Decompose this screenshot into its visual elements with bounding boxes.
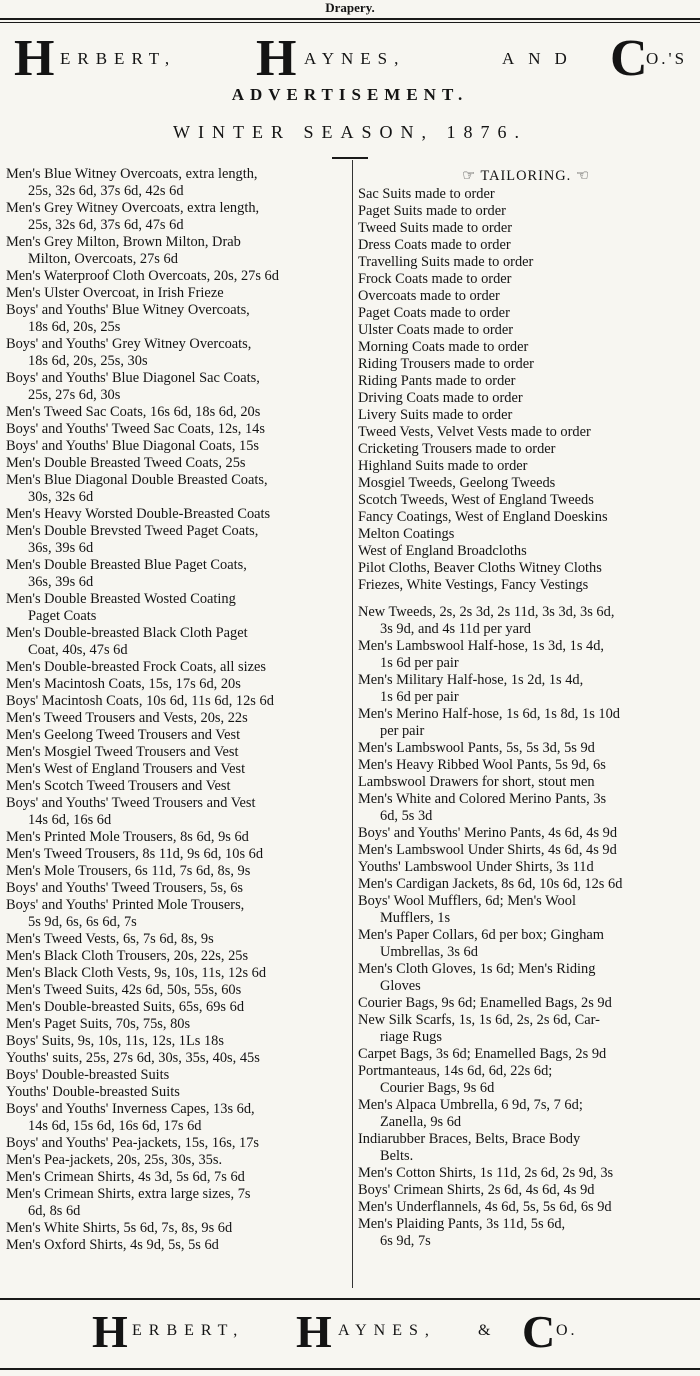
price-list-line: Boys' Suits, 9s, 10s, 11s, 12s, 1Ls 18s: [6, 1033, 224, 1049]
hosiery-line: Men's Cardigan Jackets, 8s 6d, 10s 6d, 12s 6d: [358, 876, 623, 892]
tailoring-line: Pilot Cloths, Beaver Cloths Witney Cloths: [358, 560, 602, 576]
price-list-line: Youths' suits, 25s, 27s 6d, 30s, 35s, 40s, 45s: [6, 1050, 260, 1066]
price-list-line: Boys' and Youths' Tweed Trousers, 5s, 6s: [6, 880, 244, 896]
title-divider: [332, 157, 368, 159]
hosiery-line: Men's Alpaca Umbrella, 6 9d, 7s, 7 6d;: [358, 1097, 583, 1113]
price-list-line: Men's White Shirts, 5s 6d, 7s, 8s, 9s 6d: [6, 1220, 233, 1236]
price-list-line: Men's Double Breasted Blue Paget Coats,: [6, 557, 247, 573]
price-list-line: Coat, 40s, 47s 6d: [28, 642, 128, 658]
price-list-line: 36s, 39s 6d: [28, 574, 94, 590]
price-list-line: Men's Grey Milton, Brown Milton, Drab: [6, 234, 241, 250]
hosiery-line: Men's Paper Collars, 6d per box; Gingham: [358, 927, 604, 943]
price-list-line: Men's Blue Witney Overcoats, extra length,: [6, 166, 258, 182]
hosiery-line: 1s 6d per pair: [380, 689, 459, 705]
tailoring-line: Highland Suits made to order: [358, 458, 528, 474]
hosiery-line: Men's Lambswool Half-hose, 1s 3d, 1s 4d,: [358, 638, 605, 654]
price-list-line: 18s 6d, 20s, 25s, 30s: [28, 353, 148, 369]
price-list-line: Boys' and Youths' Grey Witney Overcoats,: [6, 336, 252, 352]
tailoring-line: Ulster Coats made to order: [358, 322, 514, 338]
price-list-line: Men's West of England Trousers and Vest: [6, 761, 246, 777]
price-list-line: Men's Crimean Shirts, extra large sizes, 7s: [6, 1186, 251, 1202]
hosiery-list: [358, 604, 694, 1250]
hosiery-line: Boys' Wool Mufflers, 6d; Men's Wool: [358, 893, 576, 909]
top-rule-thin: [0, 22, 700, 23]
tailoring-line: Morning Coats made to order: [358, 339, 529, 355]
hand-pointer-left-icon: ☞: [462, 168, 481, 184]
price-list-line: 36s, 39s 6d: [28, 540, 94, 556]
footer-rule: [0, 1298, 700, 1300]
advertiser-title: [0, 30, 700, 92]
footer-h-initial: H: [92, 1306, 128, 1357]
hosiery-line: Courier Bags, 9s 6d: [380, 1080, 495, 1096]
clothing-price-list: [6, 166, 350, 1254]
price-list-line: Men's Double Breasted Tweed Coats, 25s: [6, 455, 246, 471]
hosiery-line: Boys' and Youths' Merino Pants, 4s 6d, 4s 9d: [358, 825, 618, 841]
tailoring-line: Overcoats made to order: [358, 288, 500, 304]
price-list-line: Men's Double-breasted Frock Coats, all sizes: [6, 659, 266, 675]
price-list-line: Men's Oxford Shirts, 4s 9d, 5s, 5s 6d: [6, 1237, 219, 1253]
season-label: WINTER SEASON, 1876.: [173, 122, 527, 142]
tailoring-line: Fancy Coatings, West of England Doeskins: [358, 509, 608, 525]
price-list-line: Men's Waterproof Cloth Overcoats, 20s, 27s 6d: [6, 268, 279, 284]
price-list-line: Men's Double-breasted Suits, 65s, 69s 6d: [6, 999, 245, 1015]
price-list-line: Men's Macintosh Coats, 15s, 17s 6d, 20s: [6, 676, 241, 692]
hosiery-line: Carpet Bags, 3s 6d; Enamelled Bags, 2s 9d: [358, 1046, 607, 1062]
footer-haynes-initial: H: [296, 1306, 332, 1357]
price-list-line: Men's Mosgiel Tweed Trousers and Vest: [6, 744, 239, 760]
hosiery-line: Men's Cloth Gloves, 1s 6d; Men's Riding: [358, 961, 596, 977]
price-list-line: Boys' and Youths' Inverness Capes, 13s 6d,: [6, 1101, 255, 1117]
hosiery-line: Youths' Lambswool Under Shirts, 3s 11d: [358, 859, 594, 875]
tailoring-line: Melton Coatings: [358, 526, 455, 542]
hosiery-line: Men's Cotton Shirts, 1s 11d, 2s 6d, 2s 9d, 3s: [358, 1165, 614, 1181]
hosiery-line: Men's Lambswool Under Shirts, 4s 6d, 4s 9d: [358, 842, 617, 858]
hosiery-line: New Tweeds, 2s, 2s 3d, 2s 11d, 3s 3d, 3s 6d,: [358, 604, 615, 620]
price-list-line: 14s 6d, 15s 6d, 16s 6d, 17s 6d: [28, 1118, 202, 1134]
price-list-line: 25s, 32s 6d, 37s 6d, 42s 6d: [28, 183, 184, 199]
title-herbert: ERBERT,: [60, 49, 177, 68]
title-and: AND: [502, 49, 581, 68]
footer-ampersand: &: [478, 1322, 498, 1339]
price-list-line: Men's Double Brevsted Tweed Paget Coats,: [6, 523, 259, 539]
price-list-line: Men's Tweed Trousers, 8s 11d, 9s 6d, 10s 6d: [6, 846, 264, 862]
price-list-line: Men's Black Cloth Trousers, 20s, 22s, 25s: [6, 948, 249, 964]
price-list-line: Men's Pea-jackets, 20s, 25s, 30s, 35s.: [6, 1152, 223, 1168]
hosiery-line: 6s 9d, 7s: [380, 1233, 431, 1249]
hosiery-line: 3s 9d, and 4s 11d per yard: [380, 621, 531, 637]
hosiery-line: Boys' Crimean Shirts, 2s 6d, 4s 6d, 4s 9d: [358, 1182, 595, 1198]
tailoring-line: Tweed Suits made to order: [358, 220, 513, 236]
price-list-line: Men's Heavy Worsted Double-Breasted Coats: [6, 506, 271, 522]
price-list-line: Men's Tweed Suits, 42s 6d, 50s, 55s, 60s: [6, 982, 242, 998]
price-list-line: 25s, 27s 6d, 30s: [28, 387, 121, 403]
tailoring-line: Tweed Vests, Velvet Vests made to order: [358, 424, 591, 440]
hosiery-line: Men's White and Colored Merino Pants, 3s: [358, 791, 607, 807]
footer-herbert: ERBERT,: [132, 1322, 245, 1339]
tailoring-line: West of England Broadcloths: [358, 543, 527, 559]
price-list-line: Boys' and Youths' Printed Mole Trousers,: [6, 897, 245, 913]
column-divider: [352, 160, 353, 1288]
price-list-line: Boys' and Youths' Tweed Sac Coats, 12s, 14s: [6, 421, 265, 437]
price-list-line: Men's Tweed Vests, 6s, 7s 6d, 8s, 9s: [6, 931, 214, 947]
price-list-line: Men's Tweed Sac Coats, 16s 6d, 18s 6d, 20s: [6, 404, 261, 420]
price-list-line: 6d, 8s 6d: [28, 1203, 81, 1219]
tailoring-list: [358, 186, 694, 594]
price-list-line: Men's Crimean Shirts, 4s 3d, 5s 6d, 7s 6d: [6, 1169, 245, 1185]
price-list-line: Men's Printed Mole Trousers, 8s 6d, 9s 6d: [6, 829, 249, 845]
right-column: [358, 166, 694, 1250]
tailoring-line: Driving Coats made to order: [358, 390, 523, 406]
tailoring-line: Scotch Tweeds, West of England Tweeds: [358, 492, 594, 508]
hosiery-line: Courier Bags, 9s 6d; Enamelled Bags, 2s 9d: [358, 995, 612, 1011]
hosiery-line: Belts.: [380, 1148, 414, 1164]
hosiery-line: Umbrellas, 3s 6d: [380, 944, 478, 960]
hosiery-line: Mufflers, 1s: [380, 910, 451, 926]
price-list-line: Men's Blue Diagonal Double Breasted Coats,: [6, 472, 268, 488]
tailoring-line: Mosgiel Tweeds, Geelong Tweeds: [358, 475, 556, 491]
hosiery-line: 6d, 5s 3d: [380, 808, 433, 824]
hosiery-line: Lambswool Drawers for short, stout men: [358, 774, 595, 790]
price-list-line: Men's Paget Suits, 70s, 75s, 80s: [6, 1016, 191, 1032]
hosiery-line: Men's Military Half-hose, 1s 2d, 1s 4d,: [358, 672, 584, 688]
hosiery-line: Zanella, 9s 6d: [380, 1114, 462, 1130]
price-list-line: 18s 6d, 20s, 25s: [28, 319, 121, 335]
tailoring-line: Paget Coats made to order: [358, 305, 510, 321]
price-list-line: Boys' and Youths' Tweed Trousers and Vest: [6, 795, 256, 811]
hosiery-line: Men's Plaiding Pants, 3s 11d, 5s 6d,: [358, 1216, 566, 1232]
advertisement-label: ADVERTISEMENT.: [231, 85, 469, 104]
footer-haynes: AYNES,: [338, 1322, 436, 1339]
tailoring-line: Cricketing Trousers made to order: [358, 441, 556, 457]
price-list-line: Youths' Double-breasted Suits: [6, 1084, 180, 1100]
price-list-line: Boys' and Youths' Blue Diagonal Coats, 15s: [6, 438, 260, 454]
top-rule: [0, 18, 700, 20]
tailoring-heading: ☞ TAILORING. ☜: [462, 168, 590, 184]
footer-co: O.: [556, 1322, 578, 1339]
price-list-line: Men's Grey Witney Overcoats, extra length,: [6, 200, 260, 216]
footer-co-initial: C: [522, 1306, 556, 1357]
price-list-line: Men's Double-breasted Black Cloth Paget: [6, 625, 248, 641]
tailoring-line: Riding Pants made to order: [358, 373, 516, 389]
tailoring-line: Livery Suits made to order: [358, 407, 513, 423]
hosiery-line: Men's Merino Half-hose, 1s 6d, 1s 8d, 1s 10d: [358, 706, 621, 722]
price-list-line: Paget Coats: [28, 608, 97, 624]
price-list-line: Boys' and Youths' Blue Diagonel Sac Coats,: [6, 370, 260, 386]
bottom-rule: [0, 1368, 700, 1370]
tailoring-line: Paget Suits made to order: [358, 203, 506, 219]
tailoring-line: Frock Coats made to order: [358, 271, 512, 287]
price-list-line: Men's Mole Trousers, 6s 11d, 7s 6d, 8s, 9s: [6, 863, 251, 879]
price-list-line: 30s, 32s 6d: [28, 489, 94, 505]
hosiery-line: riage Rugs: [380, 1029, 442, 1045]
price-list-line: Milton, Overcoats, 27s 6d: [28, 251, 178, 267]
price-list-line: Men's Black Cloth Vests, 9s, 10s, 11s, 12s 6d: [6, 965, 267, 981]
title-h-initial: H: [14, 30, 55, 87]
hosiery-line: Men's Heavy Ribbed Wool Pants, 5s 9d, 6s: [358, 757, 606, 773]
advertiser-footer: [0, 1306, 700, 1364]
hosiery-line: Men's Lambswool Pants, 5s, 5s 3d, 5s 9d: [358, 740, 595, 756]
price-list-line: Men's Ulster Overcoat, in Irish Frieze: [6, 285, 224, 301]
title-haynes-initial: H: [256, 30, 297, 87]
price-list-line: Men's Geelong Tweed Trousers and Vest: [6, 727, 241, 743]
hand-pointer-right-icon: ☜: [571, 168, 590, 184]
price-list-line: Boys' Macintosh Coats, 10s 6d, 11s 6d, 12s 6d: [6, 693, 274, 709]
hosiery-line: Indiarubber Braces, Belts, Brace Body: [358, 1131, 581, 1147]
hosiery-line: Men's Underflannels, 4s 6d, 5s, 5s 6d, 6s 9d: [358, 1199, 612, 1215]
hosiery-line: 1s 6d per pair: [380, 655, 459, 671]
hosiery-line: Portmanteaus, 14s 6d, 6d, 22s 6d;: [358, 1063, 553, 1079]
hosiery-line: per pair: [380, 723, 425, 739]
tailoring-line: Travelling Suits made to order: [358, 254, 534, 270]
tailoring-line: Sac Suits made to order: [358, 186, 495, 202]
tailoring-line: Dress Coats made to order: [358, 237, 511, 253]
tailoring-line: Friezes, White Vestings, Fancy Vestings: [358, 577, 589, 593]
tailoring-line: Riding Trousers made to order: [358, 356, 534, 372]
title-co: O.'S: [646, 49, 688, 68]
section-heading: Drapery.: [325, 0, 375, 15]
price-list-line: Men's Scotch Tweed Trousers and Vest: [6, 778, 231, 794]
title-haynes: AYNES,: [304, 49, 406, 68]
price-list-line: Boys' Double-breasted Suits: [6, 1067, 170, 1083]
price-list-line: Men's Double Breasted Wosted Coating: [6, 591, 236, 607]
price-list-line: 25s, 32s 6d, 37s 6d, 47s 6d: [28, 217, 184, 233]
price-list-line: Boys' and Youths' Blue Witney Overcoats,: [6, 302, 250, 318]
price-list-line: Boys' and Youths' Pea-jackets, 15s, 16s, 17s: [6, 1135, 260, 1151]
price-list-line: Men's Tweed Trousers and Vests, 20s, 22s: [6, 710, 248, 726]
hosiery-line: New Silk Scarfs, 1s, 1s 6d, 2s, 2s 6d, Car-: [358, 1012, 600, 1028]
title-co-initial: C: [610, 30, 648, 87]
hosiery-line: Gloves: [380, 978, 421, 994]
price-list-line: 14s 6d, 16s 6d: [28, 812, 112, 828]
price-list-line: 5s 9d, 6s, 6s 6d, 7s: [28, 914, 137, 930]
